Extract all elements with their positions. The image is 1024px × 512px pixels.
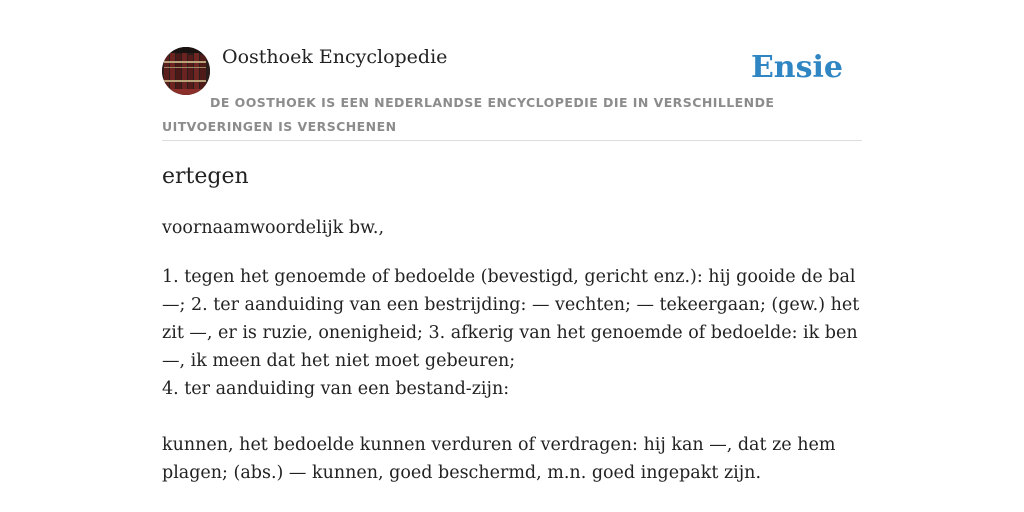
definition-paragraph: kunnen, het bedoelde kunnen verduren of verdragen: hij kan —, dat ze hem plagen; (abs.) — kunnen, goed beschermd, m.n. goed ingepakt zijn. — [162, 435, 836, 483]
encyclopedia-books-icon[interactable] — [162, 47, 210, 95]
books-illustration — [162, 47, 210, 95]
definition-paragraph: 1. tegen het genoemde of bedoelde (bevestigd, gericht enz.): hij gooide de bal —; 2. ter aanduiding van een bestrijding: — vechten; — tekeergaan; (gew.) het zit —, er is ruzie, onenigheid; 3. afkerig van het genoemde of bedoelde: ik ben —, ik meen dat het niet moet gebeuren; — [162, 267, 860, 371]
definition-paragraph: 4. ter aanduiding van een bestand-zijn: — [162, 379, 510, 399]
definition-body — [162, 263, 862, 487]
source-header — [162, 44, 862, 141]
grammar-label: voornaamwoordelijk bw., — [162, 218, 385, 238]
source-description: DE OOSTHOEK IS EEN NEDERLANDSE ENCYCLOPEDIE DIE IN VERSCHILLENDE UITVOERINGEN IS VERSCHENEN — [162, 95, 775, 134]
brand-logo[interactable]: Ensie — [750, 50, 843, 85]
source-title[interactable]: Oosthoek Encyclopedie — [222, 46, 448, 68]
page-title: ertegen — [162, 164, 249, 189]
